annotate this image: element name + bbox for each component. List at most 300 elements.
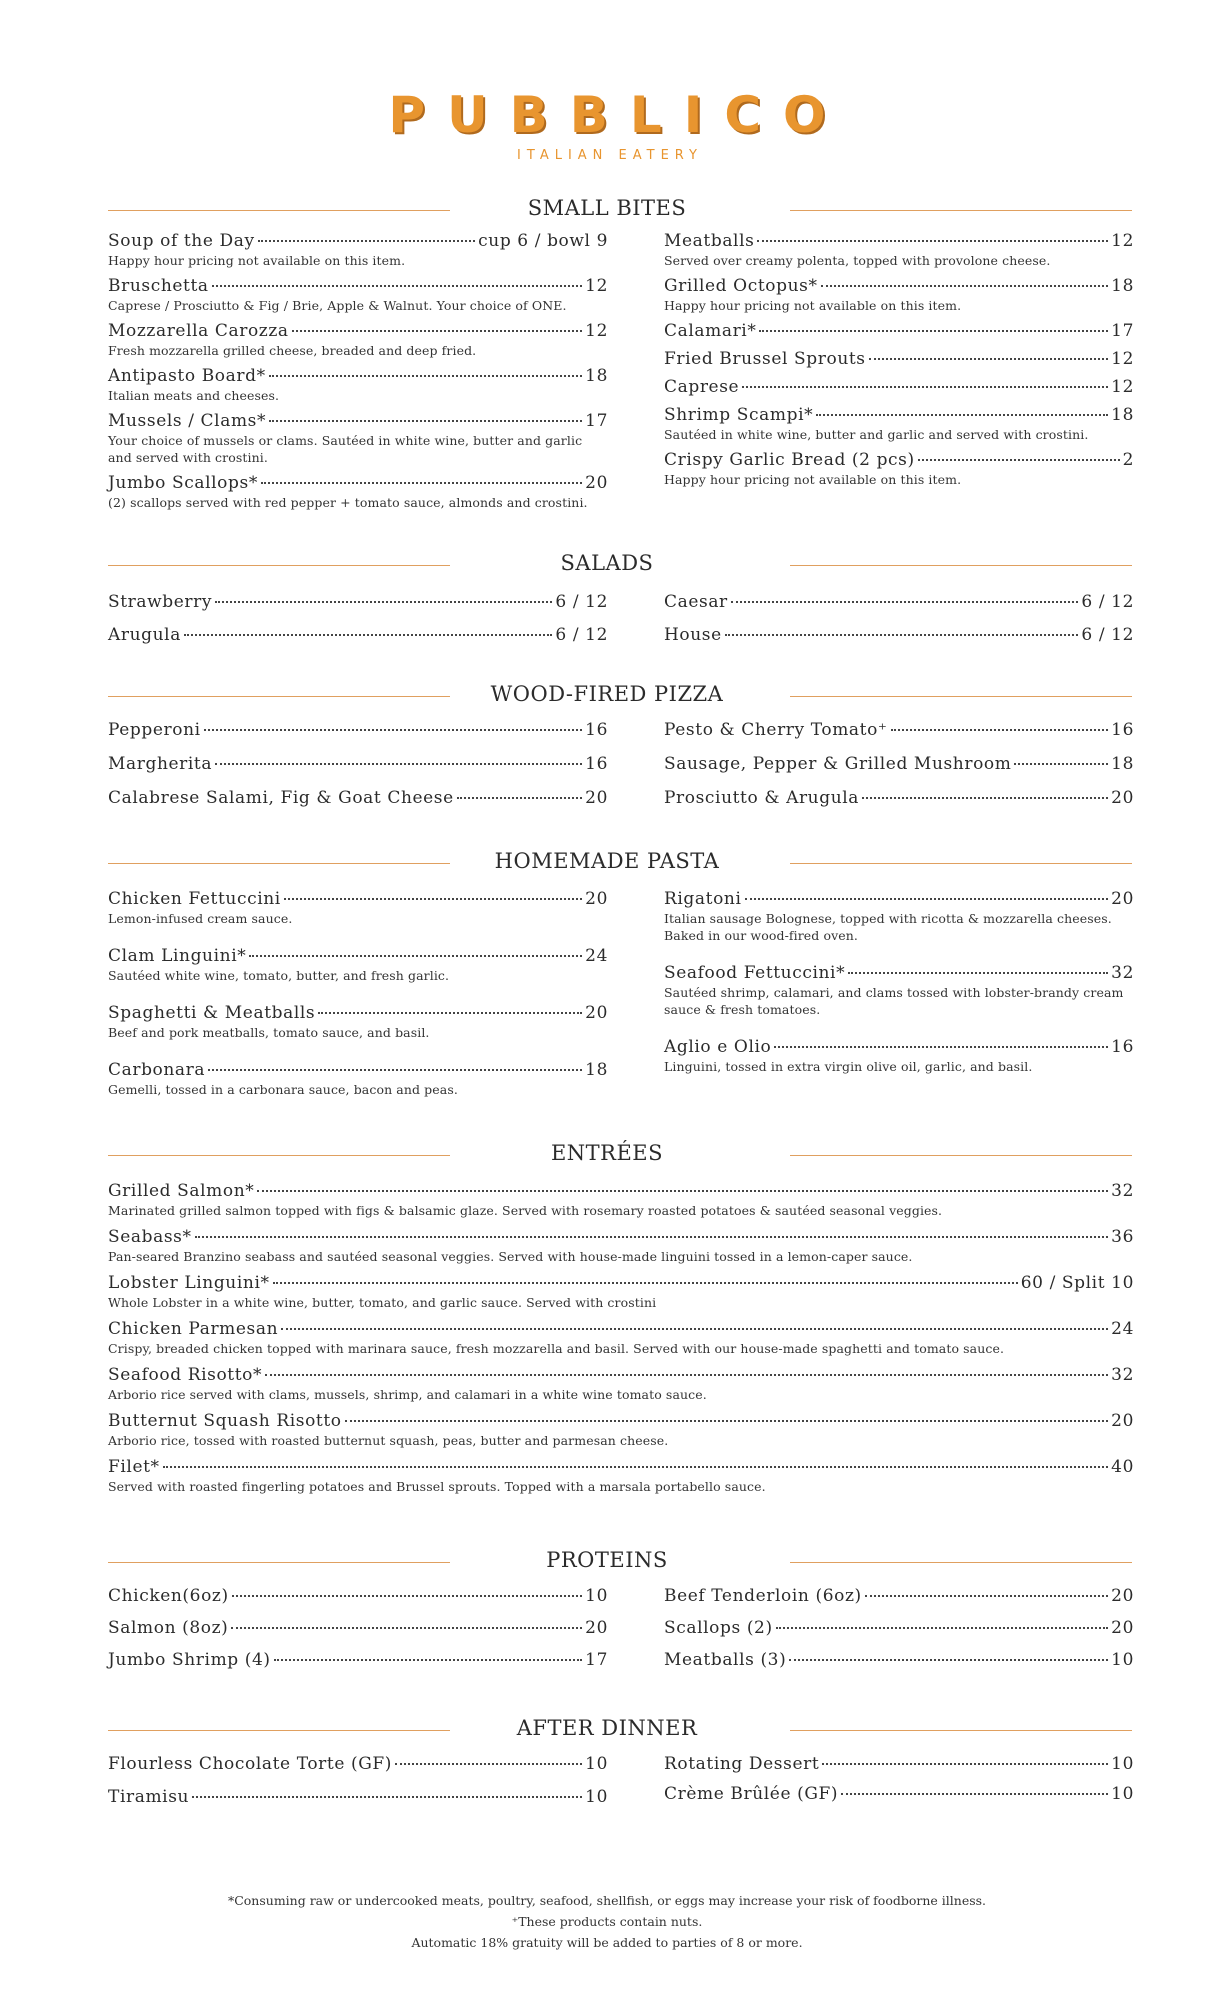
menu-item <box>108 1364 1134 1403</box>
menu-item-price: 10 <box>585 1754 608 1774</box>
dot-leader <box>269 375 582 377</box>
menu-item-description: Sautéed in white wine, butter and garlic and served with crostini. <box>664 427 1089 442</box>
menu-item-description: Italian meats and cheeses. <box>108 388 280 403</box>
menu-item-price: 20 <box>585 473 608 493</box>
menu-item-name: Calabrese Salami, Fig & Goat Cheese <box>108 788 454 808</box>
menu-item-line <box>108 1585 608 1607</box>
menu-item-line <box>664 320 1134 342</box>
menu-item-description: Pan-seared Branzino seabass and sautéed seasonal veggies. Served with house-made linguini tossed in a lemon-caper sauce. <box>108 1249 913 1264</box>
menu-item-name: Calamari* <box>664 321 757 341</box>
dot-leader <box>292 330 583 332</box>
menu-item <box>108 320 608 359</box>
menu-item <box>108 1318 1134 1357</box>
menu-item-name: Flourless Chocolate Torte (GF) <box>108 1754 393 1774</box>
menu-column-left <box>108 591 608 657</box>
menu-item-line <box>664 753 1134 775</box>
menu-item-price: 16 <box>585 754 608 774</box>
menu-item-description: (2) scallops served with red pepper + tomato sauce, almonds and crostini. <box>108 495 588 510</box>
divider <box>790 210 1132 211</box>
menu-item <box>108 1059 608 1098</box>
section-header <box>0 1545 1214 1579</box>
menu-item-line <box>664 1753 1134 1775</box>
menu-item-line <box>108 753 608 775</box>
menu-item-line <box>108 1649 608 1671</box>
dot-leader <box>269 420 582 422</box>
menu-item-price: 20 <box>1111 1618 1134 1638</box>
menu-item-name: Rigatoni <box>664 889 742 909</box>
menu-item-price: 18 <box>585 366 608 386</box>
menu-item-line <box>664 348 1134 370</box>
menu-item-name: Grilled Salmon* <box>108 1181 255 1201</box>
menu-column-right <box>664 719 1134 821</box>
section-header <box>0 193 1214 227</box>
menu-item-line <box>108 472 608 494</box>
menu-item-price: 20 <box>1111 1586 1134 1606</box>
menu-item-price: 18 <box>585 1060 608 1080</box>
menu-item-name: Mussels / Clams* <box>108 411 267 431</box>
menu-item <box>108 624 608 646</box>
section-title: HOMEMADE PASTA <box>494 849 720 873</box>
menu-item-name: Lobster Linguini* <box>108 1273 270 1293</box>
menu-item <box>664 230 1134 269</box>
menu-item <box>664 1649 1134 1671</box>
section-header <box>0 548 1214 582</box>
dot-leader <box>318 1012 582 1014</box>
menu-item-price: 24 <box>1111 1319 1134 1339</box>
menu-item-price: 6 / 12 <box>1081 625 1134 645</box>
menu-column-left <box>108 719 608 821</box>
dot-leader <box>261 482 582 484</box>
divider <box>790 1562 1132 1563</box>
menu-item-price: 20 <box>1111 1411 1134 1431</box>
menu-item-price: 16 <box>585 720 608 740</box>
dot-leader <box>865 1595 1108 1597</box>
dot-leader <box>273 1282 1018 1284</box>
dot-leader <box>204 729 582 731</box>
menu-item-price: 20 <box>1111 788 1134 808</box>
menu-item-name: Rotating Dessert <box>664 1754 820 1774</box>
menu-item-price: 24 <box>585 946 608 966</box>
menu-item-price: 18 <box>1111 754 1134 774</box>
menu-item-name: Butternut Squash Risotto <box>108 1411 342 1431</box>
menu-column-full <box>108 1180 1134 1502</box>
menu-item-line <box>664 1585 1134 1607</box>
menu-item-line <box>108 591 608 613</box>
menu-item <box>108 753 608 775</box>
section-small-bites <box>0 193 1214 510</box>
menu-item-name: Scallops (2) <box>664 1618 773 1638</box>
menu-item-line <box>664 719 1134 741</box>
menu-item-line <box>108 624 608 646</box>
menu-item <box>108 1410 1134 1449</box>
menu-item-name: Seabass* <box>108 1227 192 1247</box>
menu-item-price: 18 <box>1111 405 1134 425</box>
menu-item-price: 12 <box>1111 231 1134 251</box>
menu-item-line <box>664 275 1134 297</box>
menu-item <box>664 1585 1134 1607</box>
menu-item-line <box>108 1456 1134 1478</box>
divider <box>790 863 1132 864</box>
menu-item-description: Happy hour pricing not available on this item. <box>664 298 962 313</box>
menu-item-name: Clam Linguini* <box>108 946 247 966</box>
menu-item-name: Beef Tenderloin (6oz) <box>664 1586 862 1606</box>
dot-leader <box>457 797 582 799</box>
dot-leader <box>215 763 582 765</box>
menu-item-name: Chicken(6oz) <box>108 1586 229 1606</box>
menu-column-left <box>108 1753 608 1819</box>
dot-leader <box>725 634 1079 636</box>
menu-column-right <box>664 888 1134 1093</box>
section-title: SALADS <box>560 551 654 575</box>
menu-item-description: Sautéed shrimp, calamari, and clams tossed with lobster-brandy cream sauce & fresh tomatoes. <box>664 985 1124 1017</box>
footer-gratuity-note: Automatic 18% gratuity will be added to parties of 8 or more. <box>411 1935 803 1950</box>
menu-item-price: 6 / 12 <box>555 592 608 612</box>
menu-item-line <box>108 1059 608 1081</box>
menu-item <box>108 1585 608 1607</box>
menu-item-name: Prosciutto & Arugula <box>664 788 860 808</box>
menu-item-description: Fresh mozzarella grilled cheese, breaded and deep fried. <box>108 343 477 358</box>
menu-column-left <box>108 1585 608 1681</box>
menu-item <box>108 1617 608 1639</box>
menu-item-name: Jumbo Shrimp (4) <box>108 1650 271 1670</box>
dot-leader <box>891 729 1109 731</box>
menu-item-line <box>108 1226 1134 1248</box>
menu-item-price: 32 <box>1111 963 1134 983</box>
menu-item-price: 20 <box>585 889 608 909</box>
menu-item-line <box>664 624 1134 646</box>
divider <box>790 565 1132 566</box>
footer-nut-note: ⁺These products contain nuts. <box>511 1914 703 1929</box>
section-pasta <box>0 846 1214 1097</box>
menu-item-line <box>664 404 1134 426</box>
dot-leader <box>215 601 552 603</box>
dot-leader <box>163 1466 1108 1468</box>
menu-item-description: Arborio rice served with clams, mussels, shrimp, and calamari in a white wine tomato sauce. <box>108 1387 707 1402</box>
menu-item-name: Carbonara <box>108 1060 206 1080</box>
menu-item-price: 2 <box>1122 450 1134 470</box>
menu-item-line <box>664 787 1134 809</box>
dot-leader <box>281 1328 1108 1330</box>
dot-leader <box>862 797 1108 799</box>
menu-item-price: 12 <box>1111 377 1134 397</box>
menu-item <box>664 1753 1134 1775</box>
menu-item-name: Fried Brussel Sprouts <box>664 349 866 369</box>
menu-column-right <box>664 1585 1134 1681</box>
dot-leader <box>265 1374 1108 1376</box>
menu-item-name: Tiramisu <box>108 1787 190 1807</box>
menu-item <box>108 1786 608 1808</box>
dot-leader <box>822 1763 1108 1765</box>
menu-item-name: Shrimp Scampi* <box>664 405 814 425</box>
menu-item-price: 12 <box>1111 349 1134 369</box>
menu-item-name: Aglio e Olio <box>664 1037 772 1057</box>
menu-item-description: Italian sausage Bolognese, topped with ricotta & mozzarella cheeses. Baked in our wood-fired oven. <box>664 911 1112 943</box>
menu-item-line <box>664 1649 1134 1671</box>
menu-item-line <box>108 320 608 342</box>
menu-item <box>108 1649 608 1671</box>
dot-leader <box>257 1190 1108 1192</box>
menu-item-description: Whole Lobster in a white wine, butter, tomato, and garlic sauce. Served with crostini <box>108 1295 657 1310</box>
menu-item-price: 20 <box>585 1003 608 1023</box>
menu-item-name: Seafood Risotto* <box>108 1365 263 1385</box>
menu-item-line <box>108 1410 1134 1432</box>
menu-item <box>664 719 1134 741</box>
menu-item-line <box>108 1318 1134 1340</box>
menu-item-description: Sautéed white wine, tomato, butter, and fresh garlic. <box>108 968 450 983</box>
dot-leader <box>258 240 475 242</box>
dot-leader <box>774 1046 1108 1048</box>
menu-item <box>664 753 1134 775</box>
dot-leader <box>1014 763 1108 765</box>
menu-item <box>664 275 1134 314</box>
section-title: SMALL BITES <box>527 196 687 220</box>
menu-item <box>108 230 608 269</box>
menu-item-price: 20 <box>585 1618 608 1638</box>
menu-item <box>108 410 608 466</box>
menu-item-price: 32 <box>1111 1181 1134 1201</box>
section-header <box>0 679 1214 713</box>
menu-item <box>108 275 608 314</box>
menu-item-price: 20 <box>585 788 608 808</box>
dot-leader <box>848 972 1108 974</box>
menu-item-name: Spaghetti & Meatballs <box>108 1003 316 1023</box>
menu-item-description: Linguini, tossed in extra virgin olive oil, garlic, and basil. <box>664 1059 1033 1074</box>
menu-item-description: Served with roasted fingerling potatoes and Brussel sprouts. Topped with a marsala portabello sauce. <box>108 1479 766 1494</box>
menu-item-description: Served over creamy polenta, topped with provolone cheese. <box>664 253 1051 268</box>
menu-item-price: 10 <box>585 1787 608 1807</box>
menu-item <box>108 1180 1134 1219</box>
dot-leader <box>776 1627 1108 1629</box>
footer-disclaimer: *Consuming raw or undercooked meats, poultry, seafood, shellfish, or eggs may increase your risk of foodborne illness. <box>227 1893 987 1908</box>
divider <box>790 1155 1132 1156</box>
brand-name: PUBBLICO <box>388 86 848 144</box>
menu-item-price: 10 <box>1111 1754 1134 1774</box>
menu-item-price: 20 <box>1111 889 1134 909</box>
menu-item-name: Soup of the Day <box>108 231 255 251</box>
dot-leader <box>192 1796 582 1798</box>
dot-leader <box>745 898 1109 900</box>
menu-item-line <box>108 1753 608 1775</box>
dot-leader <box>395 1763 582 1765</box>
section-entrees <box>0 1138 1214 1494</box>
section-title: WOOD-FIRED PIZZA <box>490 682 724 706</box>
menu-item-line <box>108 410 608 432</box>
menu-item <box>108 591 608 613</box>
menu-item-name: Mozzarella Carozza <box>108 321 289 341</box>
menu-item <box>664 1036 1134 1075</box>
dot-leader <box>345 1420 1109 1422</box>
section-header <box>0 1138 1214 1172</box>
menu-item-price: 6 / 12 <box>555 625 608 645</box>
menu-item-price: 10 <box>585 1586 608 1606</box>
menu-item-name: Antipasto Board* <box>108 366 266 386</box>
menu-item-line <box>108 1786 608 1808</box>
dot-leader <box>918 459 1120 461</box>
menu-item-price: 32 <box>1111 1365 1134 1385</box>
menu-item-name: Meatballs <box>664 231 755 251</box>
menu-item <box>664 962 1134 1018</box>
menu-item-name: Jumbo Scallops* <box>108 473 258 493</box>
menu-item-line <box>664 1783 1134 1805</box>
menu-item <box>664 1783 1134 1805</box>
menu-item-line <box>108 888 608 910</box>
menu-item-line <box>664 1036 1134 1058</box>
menu-column-right <box>664 230 1134 494</box>
menu-item-line <box>108 1002 608 1024</box>
dot-leader <box>742 386 1108 388</box>
menu-item-description: Happy hour pricing not available on this item. <box>664 472 962 487</box>
dot-leader <box>841 1793 1108 1795</box>
menu-item <box>664 404 1134 443</box>
menu-item <box>108 945 608 984</box>
menu-item-line <box>664 1617 1134 1639</box>
menu-item-line <box>664 230 1134 252</box>
menu-item-name: Chicken Parmesan <box>108 1319 279 1339</box>
section-title: AFTER DINNER <box>516 1716 698 1740</box>
menu-item <box>664 888 1134 944</box>
dot-leader <box>816 414 1108 416</box>
menu-item-line <box>108 1364 1134 1386</box>
menu-item-name: Caesar <box>664 592 728 612</box>
divider <box>790 1730 1132 1731</box>
menu-item <box>664 591 1134 613</box>
section-header <box>0 846 1214 880</box>
menu-item-line <box>664 449 1134 471</box>
menu-item-name: Crispy Garlic Bread (2 pcs) <box>664 450 915 470</box>
menu-item-name: Bruschetta <box>108 276 209 296</box>
menu-item-line <box>108 1617 608 1639</box>
menu-item-line <box>108 719 608 741</box>
dot-leader <box>789 1659 1108 1661</box>
menu-item <box>664 624 1134 646</box>
menu-item <box>108 472 608 511</box>
menu-item-price: 10 <box>1111 1650 1134 1670</box>
menu-item-name: Crème Brûlée (GF) <box>664 1784 839 1804</box>
menu-column-left <box>108 230 608 517</box>
dot-leader <box>274 1659 583 1661</box>
section-after-dinner <box>0 1713 1214 1807</box>
menu-item-description: Your choice of mussels or clams. Sautéed in white wine, butter and garlic and served with crostini. <box>108 433 583 465</box>
menu-item <box>108 1456 1134 1495</box>
menu-item-price: 18 <box>1111 276 1134 296</box>
menu-item-description: Arborio rice, tossed with roasted butternut squash, peas, butter and parmesan cheese. <box>108 1433 669 1448</box>
menu-item-price: 17 <box>585 411 608 431</box>
menu-item-price: 36 <box>1111 1227 1134 1247</box>
menu-item-line <box>108 945 608 967</box>
menu-item-price: 16 <box>1111 720 1134 740</box>
dot-leader <box>232 1595 582 1597</box>
menu-item-name: Strawberry <box>108 592 213 612</box>
dot-leader <box>757 240 1108 242</box>
menu-item-price: 12 <box>585 276 608 296</box>
menu-item <box>108 1753 608 1775</box>
dot-leader <box>208 1069 582 1071</box>
dot-leader <box>869 358 1109 360</box>
menu-item-name: Filet* <box>108 1457 160 1477</box>
dot-leader <box>212 285 583 287</box>
menu-item-price: 17 <box>1111 321 1134 341</box>
menu-item <box>664 320 1134 342</box>
section-title: PROTEINS <box>546 1548 668 1572</box>
menu-item-description: Lemon-infused cream sauce. <box>108 911 293 926</box>
menu-item-description: Crispy, breaded chicken topped with marinara sauce, fresh mozzarella and basil. Served with our house-made spaghetti and tomato sauce. <box>108 1341 1005 1356</box>
menu-item-name: House <box>664 625 722 645</box>
menu-item <box>108 787 608 809</box>
menu-item-price: 40 <box>1111 1457 1134 1477</box>
menu-column-right <box>664 591 1134 657</box>
menu-item-line <box>108 365 608 387</box>
dot-leader <box>184 634 552 636</box>
menu-item-description: Happy hour pricing not available on this item. <box>108 253 406 268</box>
menu-item-name: Sausage, Pepper & Grilled Mushroom <box>664 754 1012 774</box>
dot-leader <box>821 285 1109 287</box>
menu-item-price: 60 / Split 10 <box>1020 1273 1134 1293</box>
menu-item <box>108 1272 1134 1311</box>
menu-item-price: 6 / 12 <box>1081 592 1134 612</box>
menu-item-description: Gemelli, tossed in a carbonara sauce, bacon and peas. <box>108 1082 458 1097</box>
menu-item-line <box>664 888 1134 910</box>
menu-item-name: Margherita <box>108 754 213 774</box>
menu-item <box>108 719 608 741</box>
menu-item-name: Arugula <box>108 625 181 645</box>
menu-item-line <box>108 275 608 297</box>
menu-item-name: Chicken Fettuccini <box>108 889 281 909</box>
menu-item-name: Meatballs (3) <box>664 1650 787 1670</box>
menu-item-line <box>664 962 1134 984</box>
section-proteins <box>0 1545 1214 1670</box>
dot-leader <box>759 330 1108 332</box>
section-salads <box>0 548 1214 645</box>
menu-item <box>664 449 1134 488</box>
menu-item <box>108 365 608 404</box>
menu-item-name: Pesto & Cherry Tomato⁺ <box>664 720 888 740</box>
menu-item-name: Grilled Octopus* <box>664 276 818 296</box>
menu-item-price: 16 <box>1111 1037 1134 1057</box>
menu-item-price: cup 6 / bowl 9 <box>478 231 608 251</box>
menu-item-price: 10 <box>1111 1784 1134 1804</box>
menu-column-right <box>664 1753 1134 1813</box>
menu-item <box>664 787 1134 809</box>
dot-leader <box>731 601 1079 603</box>
brand-logo <box>0 86 1214 163</box>
menu-item-price: 12 <box>585 321 608 341</box>
menu-item-name: Pepperoni <box>108 720 201 740</box>
menu-item-name: Caprese <box>664 377 740 397</box>
menu-item-line <box>108 230 608 252</box>
dot-leader <box>284 898 582 900</box>
menu-item-line <box>108 1180 1134 1202</box>
menu-item-description: Caprese / Prosciutto & Fig / Brie, Apple & Walnut. Your choice of ONE. <box>108 298 567 313</box>
menu-footer <box>0 1890 1214 1953</box>
menu-item-line <box>664 376 1134 398</box>
menu-item-name: Seafood Fettuccini* <box>664 963 846 983</box>
menu-item <box>664 348 1134 370</box>
section-header <box>0 1713 1214 1747</box>
section-pizza <box>0 679 1214 808</box>
menu-item <box>108 888 608 927</box>
menu-item-line <box>664 591 1134 613</box>
menu-item <box>108 1226 1134 1265</box>
menu-item-description: Marinated grilled salmon topped with figs & balsamic glaze. Served with rosemary roasted potatoes & sautéed seasonal veggies. <box>108 1203 943 1218</box>
dot-leader <box>195 1236 1109 1238</box>
menu-item <box>664 376 1134 398</box>
menu-item <box>108 1002 608 1041</box>
menu-item-price: 17 <box>585 1650 608 1670</box>
section-title: ENTRÉES <box>550 1141 664 1165</box>
dot-leader <box>249 955 582 957</box>
menu-item-description: Beef and pork meatballs, tomato sauce, and basil. <box>108 1025 430 1040</box>
brand-tagline: ITALIAN EATERY <box>517 148 703 163</box>
